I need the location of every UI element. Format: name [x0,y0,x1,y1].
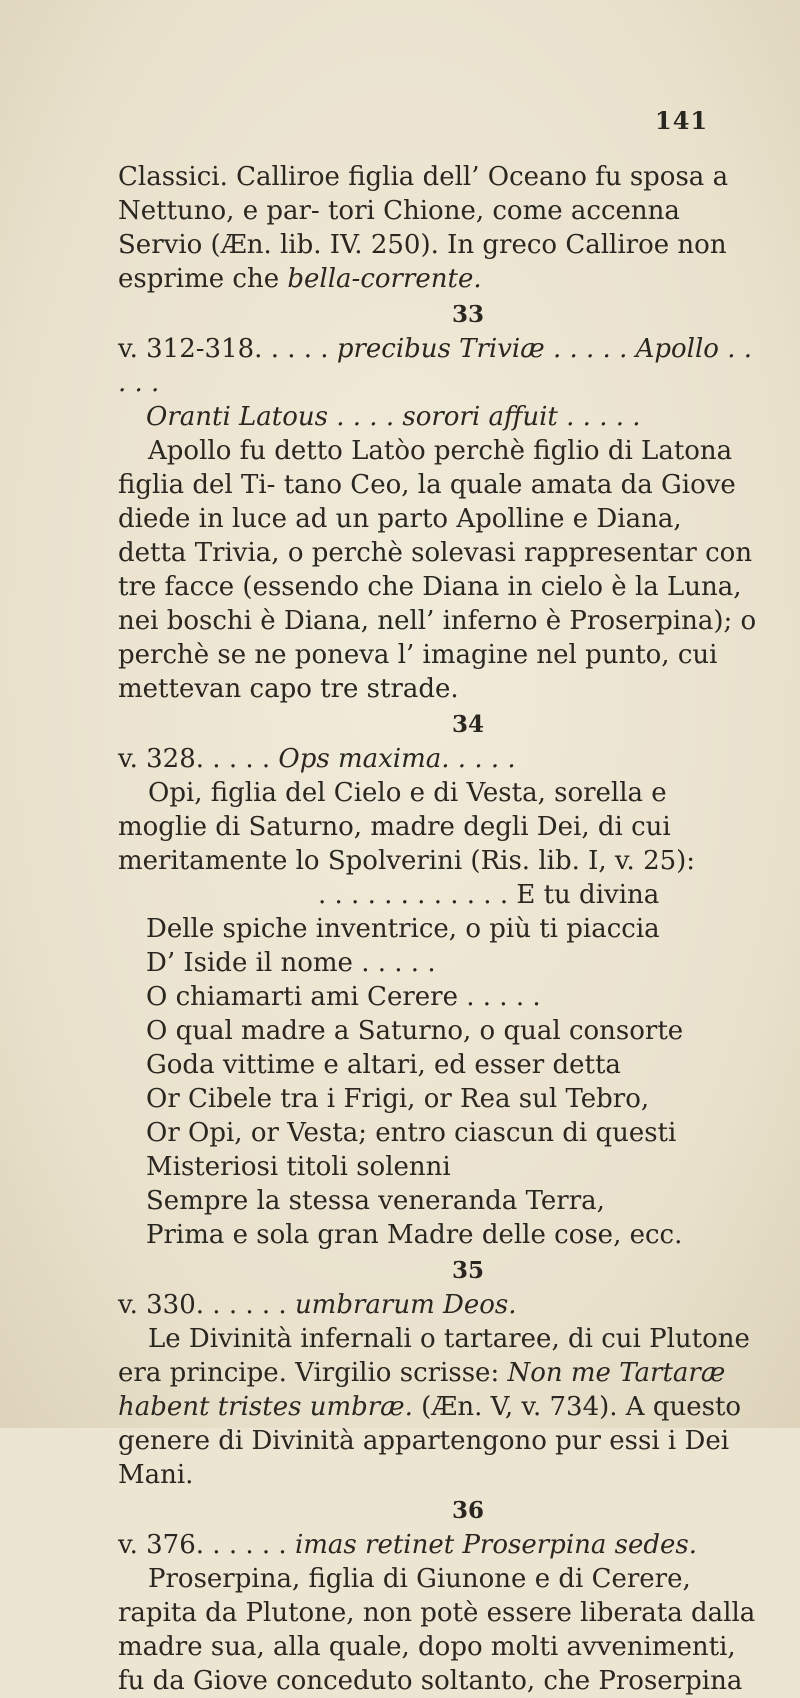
note-34-text: Opi, figlia del Cielo e di Vesta, sorella e moglie di Saturno, madre degli Dei, di cui meritamente lo Spolverini (Ris. lib. I, v. 25): [118,778,696,876]
note-number-35: 35 [451,1257,484,1284]
note-number-33: 33 [451,301,484,328]
note-36-lemma [118,1528,758,1562]
page-number: 141 [655,106,709,135]
note-33-lemma-2: Oranti Latous . . . . sorori affuit . . . . . [146,402,641,432]
intro-italic: bella-corrente. [287,264,482,294]
intro-paragraph [118,160,758,296]
verse-line: Sempre la stessa veneranda Terra, [146,1186,605,1216]
note-36-text: Proserpina, figlia di Giunone e di Cerere, rapita da Plutone, non potè essere liberata dalla madre sua, alla quale, dopo molti avvenimenti, fu da Giove conceduto soltanto, che Proserpina [118,1564,756,1696]
note-33-lemma-line-2 [118,400,758,434]
verse-line: Misteriosi titoli solenni [146,1152,451,1182]
note-34-ref: v. 328. . . . . [118,744,279,774]
intro-text: Classici. Calliroe figlia dell’ Oceano fu sposa a Nettuno, e par- tori Chione, come accenna Servio (Æn. lib. IV. 250). In greco Calliroe non esprime che [118,162,729,294]
note-35-lemma [118,1288,758,1322]
note-35-text-after: (Æn. V, v. 734). A questo genere di Divinità appartengono pur essi i Dei Mani. [118,1392,742,1490]
note-36-lemma-1: imas retinet Proserpina sedes. [294,1530,698,1560]
verse-line: Or Opi, or Vesta; entro ciascun di questi [146,1118,677,1148]
note-35-ref: v. 330. . . . . . [118,1290,295,1320]
verse-line: . . . . . . . . . . . . E tu divina [318,880,660,910]
note-33-ref: v. 312-318. . . . . [118,334,337,364]
verse-line: D’ Iside il nome . . . . . [146,948,436,978]
note-33-lemma-1: precibus Triviæ . . . . . Apollo . . . . . [118,334,753,398]
verse-quotation [118,878,758,1252]
note-number-36: 36 [451,1497,484,1524]
note-35-quote: Non me Tartaræ habent tristes umbræ. [118,1358,726,1422]
commentary-text [118,160,758,1698]
note-35-text [118,1322,758,1492]
note-35-text-before: Le Divinità infernali o tartaree, di cui Plutone era principe. Virgilio scrisse: [118,1324,750,1388]
verse-line: Goda vittime e altari, ed esser detta [146,1050,621,1080]
verse-line: Prima e sola gran Madre delle cose, ecc. [146,1220,683,1250]
note-35-lemma-1: umbrarum Deos. [294,1290,517,1320]
verse-line: Delle spiche inventrice, o più ti piaccia [146,914,660,944]
verse-line: O qual madre a Saturno, o qual consorte [146,1016,684,1046]
note-36-ref: v. 376. . . . . . [118,1530,295,1560]
note-34-lemma-1: Ops maxima. . . . . [278,744,516,774]
note-34-lemma [118,742,758,776]
note-33-text: Apollo fu detto Latòo perchè figlio di Latona figlia del Ti- tano Ceo, la quale amata da Giove diede in luce ad un parto Apolline e Diana, detta Trivia, o perchè solevasi rappresentar con tre facce (essendo che Diana in cielo è la Luna, nei boschi è Diana, nell’ inferno è Proserpina); o perchè se ne poneva l’ imagine nel punto, cui mettevan capo tre strade. [118,436,757,704]
note-33-lemma [118,332,758,400]
note-number-34: 34 [451,711,484,738]
verse-line: O chiamarti ami Cerere . . . . . [146,982,541,1012]
verse-line: Or Cibele tra i Frigi, or Rea sul Tebro, [146,1084,650,1114]
